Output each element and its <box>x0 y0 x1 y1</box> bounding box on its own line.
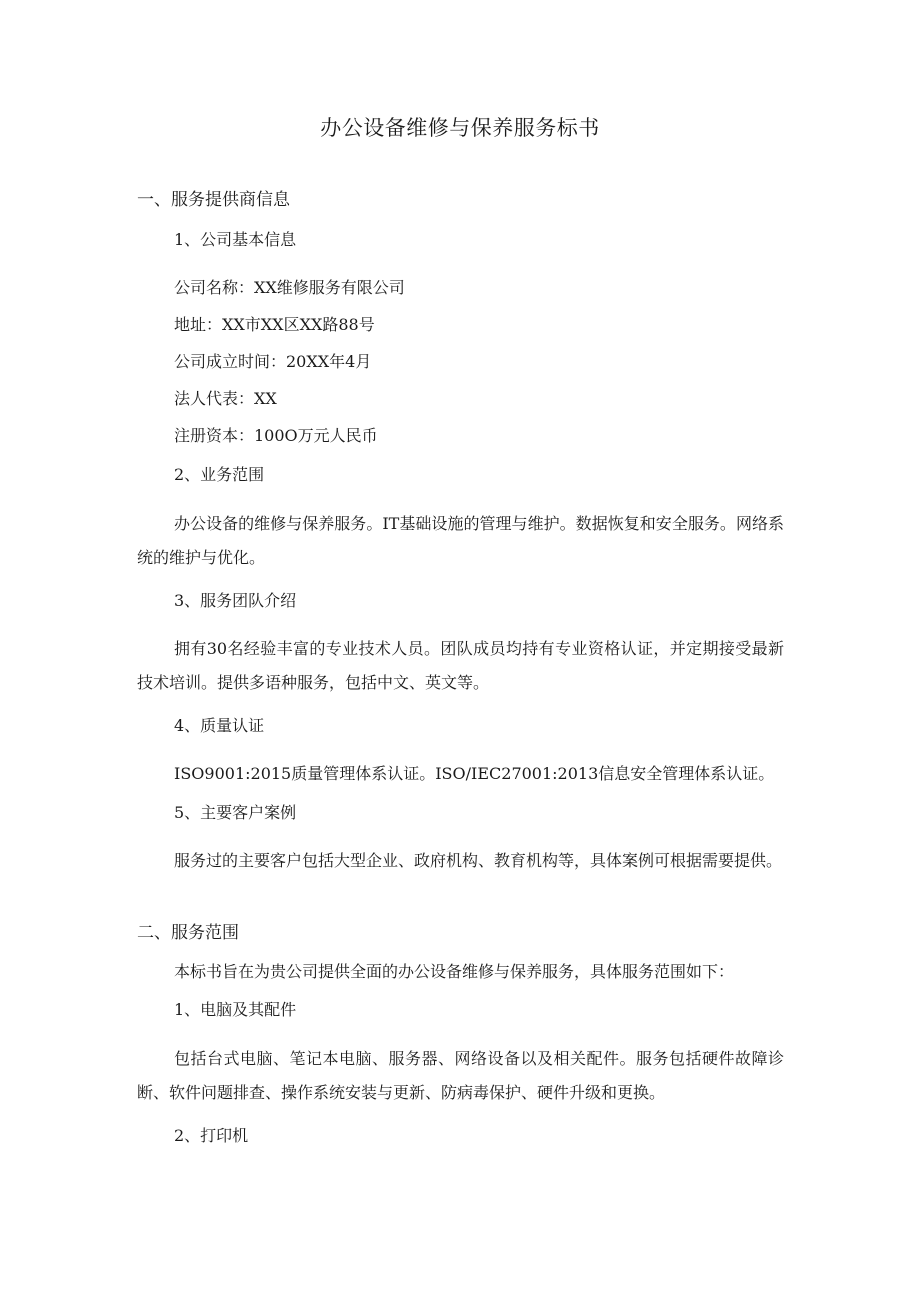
company-legal-rep: 法人代表：XX <box>174 389 277 408</box>
subsection-1-1-heading: 1、公司基本信息 <box>174 230 297 249</box>
document-title: 办公设备维修与保养服务标书 <box>320 116 600 140</box>
subsection-1-4-heading: 4、质量认证 <box>174 716 265 735</box>
subsection-1-5-heading: 5、主要客户案例 <box>174 803 297 822</box>
subsection-2-1-heading: 1、电脑及其配件 <box>174 1000 297 1019</box>
quality-cert-text: ISO9001:2015质量管理体系认证。ISO/IEC27001:2013信息安全管理体系认证。 <box>174 764 775 783</box>
company-address: 地址：XX市XX区XX路88号 <box>174 315 375 334</box>
section-1-heading: 一、服务提供商信息 <box>137 190 290 210</box>
team-intro-text: 拥有30名经验丰富的专业技术人员。团队成员均持有专业资格认证，并定期接受最新技术培训。提供多语种服务，包括中文、英文等。 <box>137 639 784 692</box>
section-2-heading: 二、服务范围 <box>137 923 239 943</box>
company-founded: 公司成立时间：20XX年4月 <box>174 352 372 371</box>
company-name: 公司名称：XX维修服务有限公司 <box>174 278 405 297</box>
company-capital: 注册资本：100O万元人民币 <box>174 426 378 445</box>
business-scope-text: 办公设备的维修与保养服务。IT基础设施的管理与维护。数据恢复和安全服务。网络系统的维护与优化。 <box>137 514 784 567</box>
service-scope-intro: 本标书旨在为贵公司提供全面的办公设备维修与保养服务，具体服务范围如下： <box>174 962 735 981</box>
subsection-1-3-heading: 3、服务团队介绍 <box>174 591 297 610</box>
client-cases-text: 服务过的主要客户包括大型企业、政府机构、教育机构等，具体案例可根据需要提供。 <box>174 851 783 870</box>
subsection-2-2-heading: 2、打印机 <box>174 1126 249 1145</box>
computer-service-text: 包括台式电脑、笔记本电脑、服务器、网络设备以及相关配件。服务包括硬件故障诊断、软件问题排查、操作系统安装与更新、防病毒保护、硬件升级和更换。 <box>137 1049 784 1102</box>
subsection-1-2-heading: 2、业务范围 <box>174 465 265 484</box>
